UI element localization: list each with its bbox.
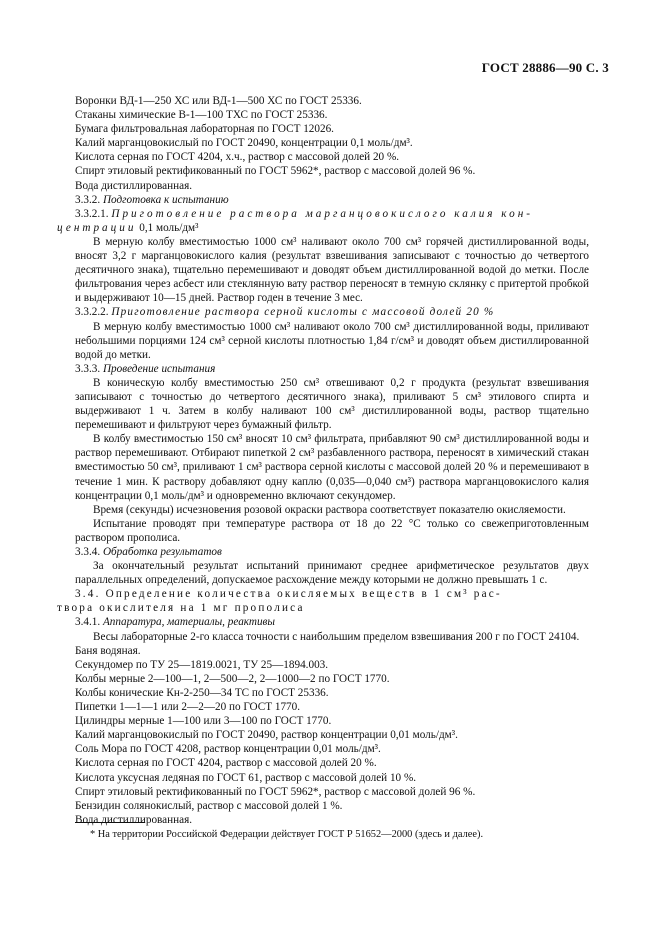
list-item: Колбы мерные 2—100—1, 2—500—2, 2—1000—2 по ГОСТ 1770. [75,672,390,685]
text-line: Воронки ВД-1—250 ХС или ВД-1—500 ХС по ГОСТ 25336. [75,95,362,107]
section-title: центрации [57,221,137,234]
page-header: ГОСТ 28886—90 С. 3 [481,60,609,75]
list-item: Весы лабораторные 2-го класса точности с наибольшим пределом взвешивания 200 г по ГОСТ 24104. [93,630,580,643]
list-item: Спирт этиловый ректификованный по ГОСТ 5962*, раствор с массовой долей 96 %. [75,785,476,798]
list-item: Пипетки 1—1—1 или 2—2—20 по ГОСТ 1770. [75,701,301,714]
section-title: Аппаратура, материалы, реактивы [102,616,275,629]
paragraph: В колбу вместимостью 150 см³ вносят 10 см³ фильтрата, прибавляют 90 см³ дистиллированной воды и раствор перемешивают. Отбирают пипеткой 2 см³ разбавленного раствора, переносят в химический стакан вместимостью 50 см³, приливают 1 см³ раствора серной кислоты с массовой долей 20 % и перемешивают в течение 1 мин. К раствору добавляют одну каплю (0,035—0,040 см³) раствора марганцовокислого калия концентрации 0,1 моль/дм³ и одновременно включают секундомер. [75,433,589,502]
section-number: 3.3.2. [75,193,101,206]
section-heading [75,615,589,629]
list-item: Вода дистиллированная. [75,813,193,826]
list-item: Калий марганцовокислый по ГОСТ 20490, раствор концентрации 0,01 моль/дм³. [75,729,458,742]
section-title: Проведение испытания [102,362,216,375]
paragraph: В мерную колбу вместимостью 1000 см³ наливают около 700 см³ дистиллированной воды, приливают небольшими порциями 124 см³ серной кислоты плотностью 1,84 г/см³ и доводят объем дистиллированной водой до метки. [75,320,589,361]
section-heading [75,545,589,559]
footnote: * На территории Российской Федерации действует ГОСТ Р 51652—2000 (здесь и далее). [90,829,484,840]
section-title: Приготовление раствора марганцовокислого калия кон- [111,207,533,220]
list-item: Кислота серная по ГОСТ 4204, раствор с массовой долей 20 %. [75,757,377,770]
text-line: Вода дистиллированная. [75,179,193,192]
list-item: Цилиндры мерные 1—100 или 3—100 по ГОСТ 1770. [75,715,332,728]
section-title: Обработка результатов [102,546,222,558]
paragraph: За окончательный результат испытаний принимают среднее арифметическое результатов двух параллельных определений, допускаемое расхождение между которыми не должно превышать 1 с. [75,560,589,587]
section-number: 3.4.1. [75,616,101,629]
text-line: Бумага фильтровальная лабораторная по ГОСТ 12026. [75,123,334,136]
section-number: 3.3.2.1. [75,207,109,220]
list-item: Бензидин солянокислый, раствор с массовой долей 1 %. [75,799,343,812]
section-heading [57,221,589,235]
paragraph: В коническую колбу вместимостью 250 см³ отвешивают 0,2 г продукта (результат взвешивания записывают с точностью до четвертого десятичного знака), приливают 5 см³ этилового спирта и выдерживают 1 ч. Затем в колбу наливают 100 см³ дистиллированной воды, раствор тщательно перемешивают и фильтруют через бумажный фильтр. [75,376,589,432]
text-line: Стаканы химические В-1—100 ТХС по ГОСТ 25336. [75,109,328,122]
section-heading: 3.4. Определение количества окисляемых веществ в 1 см³ рас- [75,588,502,601]
section-heading [75,305,589,319]
text-line: Кислота серная по ГОСТ 4204, х.ч., раствор с массовой долей 20 %. [75,151,400,164]
section-number: 3.3.2.2. [75,306,109,319]
list-item: Секундомер по ТУ 25—1819.0021, ТУ 25—1894.003. [75,658,329,671]
paragraph: Испытание проводят при температуре раствора от 18 до 22 °С только со свежеприготовленным раствором прополиса. [75,517,589,544]
section-heading [75,193,589,207]
section-heading: твора окислителя на 1 мг прополиса [57,602,305,615]
list-item: Соль Мора по ГОСТ 4208, раствор концентрации 0,01 моль/дм³. [75,743,381,756]
text-line: Калий марганцовокислый по ГОСТ 20490, концентрации 0,1 моль/дм³. [75,137,413,150]
section-heading [75,207,589,221]
section-title: 0,1 моль/дм³ [139,221,199,234]
document-body [57,94,589,827]
section-title: Приготовление раствора серной кислоты с массовой долей 20 % [111,306,495,319]
section-number: 3.3.4. [75,546,101,558]
list-item: Колбы конические Кн-2-250—34 ТС по ГОСТ 25336. [75,686,329,699]
section-number: 3.3.3. [75,362,101,375]
paragraph: В мерную колбу вместимостью 1000 см³ наливают около 700 см³ горячей дистиллированной воды, вносят 3,2 г марганцовокислого калия (результат взвешивания записывают с точностью до четвертого десятичного знака), тщательно перемешивают и доводят объем дистиллированной водой до метки. После фильтрования через асбест или стеклянную вату раствор переносят в темную склянку с притертой пробкой и выдерживают 10—15 дней. Раствор годен в течение 3 мес. [75,235,589,305]
list-item: Кислота уксусная ледяная по ГОСТ 61, раствор с массовой долей 10 %. [75,771,417,784]
paragraph: Время (секунды) исчезновения розовой окраски раствора соответствует показателю окисляемости. [93,503,566,516]
text-line: Спирт этиловый ректификованный по ГОСТ 5962*, раствор с массовой долей 96 %. [75,165,476,178]
section-title: Подготовка к испытанию [102,193,229,206]
section-heading [75,362,589,376]
list-item: Баня водяная. [75,644,141,657]
footnote-divider [75,822,145,823]
